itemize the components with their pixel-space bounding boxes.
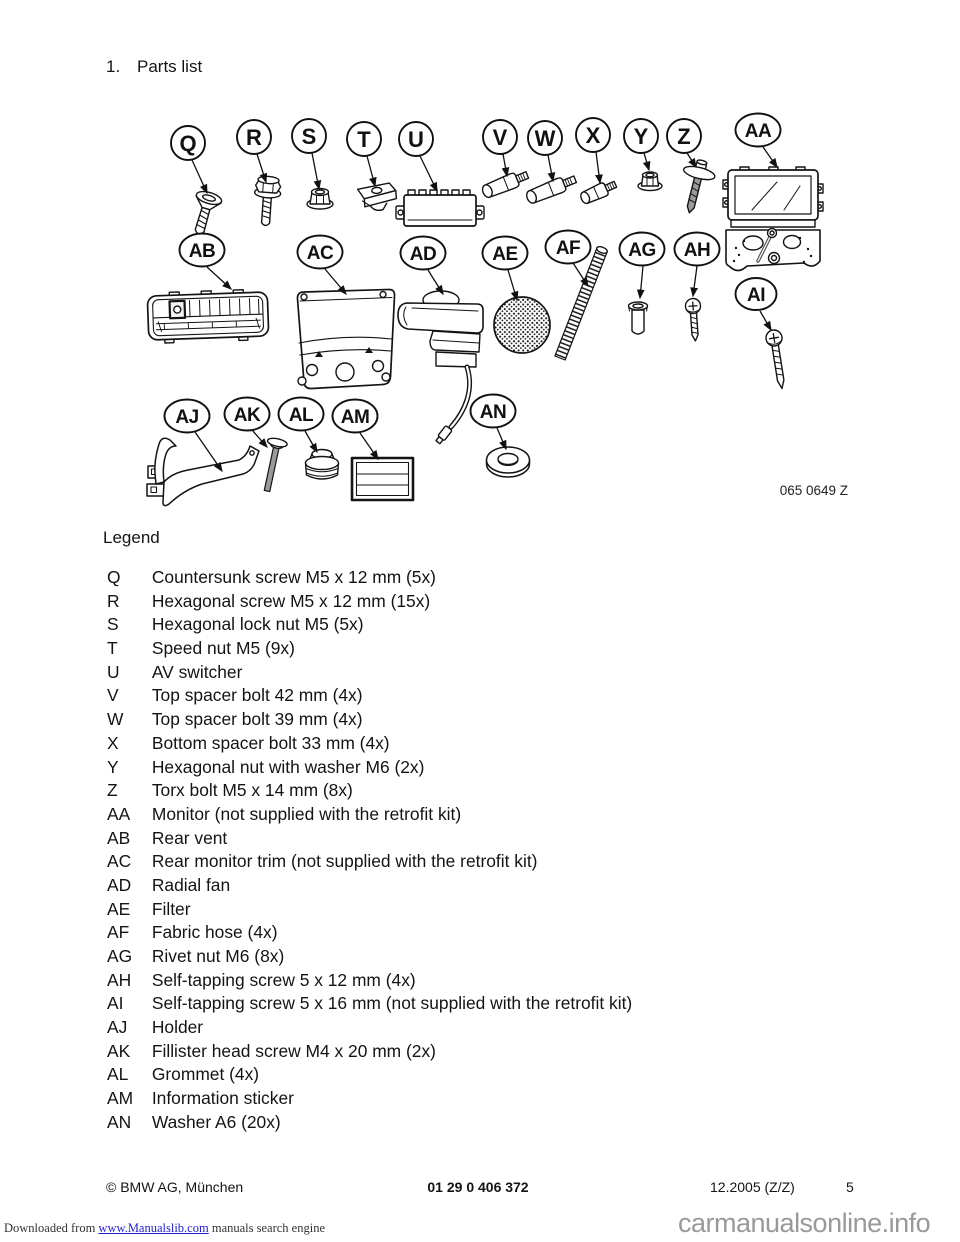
part-label-t [347,122,381,156]
legend-description: Information sticker [151,1088,294,1109]
part-label-aa [736,114,781,147]
part-illustration-am [352,458,413,500]
document-part-number: 01 29 0 406 372 [427,1179,529,1195]
legend-description: Top spacer bolt 39 mm (4x) [151,709,363,730]
part-illustration-y [638,172,662,191]
legend-row [107,1040,747,1064]
legend-key: AB [107,827,131,848]
svg-text:AJ: AJ [175,406,199,428]
part-illustration-w [525,172,578,205]
legend-row [107,708,747,732]
legend-description: Filter [151,898,191,919]
legend-key: AI [107,993,124,1014]
legend-description: Rear vent [151,827,228,848]
legend-row [107,756,747,780]
svg-text:X: X [585,122,601,148]
manualslib-link[interactable]: www.Manualslib.com [98,1221,209,1235]
part-label-r [237,120,271,154]
svg-text:AF: AF [555,237,581,259]
part-label-v [483,120,517,154]
legend-row [107,732,747,756]
legend-row [107,1016,747,1040]
legend-row [107,566,747,590]
legend-row [107,1087,747,1111]
svg-text:AL: AL [288,404,314,426]
legend-key: AG [107,946,133,966]
legend-description: Rivet nut M6 (8x) [151,946,285,966]
part-illustration-x [579,178,618,206]
legend-row [107,874,747,898]
legend-key: AJ [107,1017,128,1038]
legend-description: Fillister head screw M4 x 20 mm (2x) [151,1040,436,1061]
part-label-am [333,400,378,433]
downloaded-note [4,1221,325,1236]
part-label-ai [736,278,777,310]
legend-row [107,1063,747,1087]
part-illustration-ab [147,289,269,344]
part-label-w [528,121,562,155]
svg-text:T: T [357,126,371,152]
legend-description: Washer A6 (20x) [151,1111,281,1132]
legend-description: Torx bolt M5 x 14 mm (8x) [151,780,353,801]
site-watermark: carmanualsonline.info [678,1208,931,1238]
part-illustration-ac [297,289,394,388]
legend-description: Radial fan [151,874,231,895]
legend-key: AM [107,1088,134,1109]
svg-text:Q: Q [179,130,197,156]
svg-text:AN: AN [479,401,507,423]
page-footer [0,1179,960,1199]
section-title: Parts list [137,57,203,76]
part-label-z [667,119,701,153]
downloaded-suffix: manuals search engine [211,1221,325,1235]
svg-text:AM: AM [340,406,370,428]
legend-description: Speed nut M5 (9x) [151,638,295,659]
svg-text:R: R [246,124,262,150]
part-label-x [576,118,610,152]
legend-key: U [107,661,120,682]
part-illustration-aj [147,438,259,505]
part-illustration-an [487,447,530,477]
part-illustration-ak [257,437,288,493]
legend-row [107,898,747,922]
legend-row [107,969,747,993]
legend-key: T [107,638,118,659]
legend-key: Z [107,780,118,801]
part-illustration-t [357,183,397,212]
legend-description: Hexagonal nut with washer M6 (2x) [151,756,425,777]
legend-description: Grommet (4x) [151,1064,260,1085]
svg-text:AK: AK [233,404,261,426]
part-label-ae [483,237,528,270]
figure-code: 065 0649 Z [779,483,848,498]
svg-text:AB: AB [188,240,216,262]
svg-text:AD: AD [409,243,437,265]
legend-row [107,827,747,851]
legend-description: Rear monitor trim (not supplied with the retrofit kit) [151,851,538,872]
legend-description: AV switcher [151,661,243,682]
legend-key: S [107,614,119,635]
legend-row [107,661,747,685]
part-label-ag [620,233,665,266]
legend-row [107,637,747,661]
part-illustration-z [674,157,718,217]
part-illustration-ad [398,291,483,445]
legend-key: AF [107,922,130,943]
svg-text:AH: AH [683,239,711,261]
part-illustration-ai [765,329,790,390]
svg-text:AC: AC [306,242,334,264]
legend-key: AH [107,969,132,990]
part-illustration-aa [723,167,823,271]
legend-key: R [107,590,120,611]
part-label-aj [165,400,210,433]
legend-row [107,779,747,803]
legend-row [107,684,747,708]
legend-title: Legend [103,528,160,547]
legend-row [107,945,747,969]
svg-text:AE: AE [492,243,518,265]
svg-text:V: V [492,124,508,150]
svg-text:S: S [301,123,317,149]
legend-key: AK [107,1040,131,1061]
legend-description: Hexagonal screw M5 x 12 mm (15x) [151,590,431,611]
part-illustration-u [396,190,484,226]
legend-key: V [107,685,119,706]
page-number: 5 [846,1179,854,1195]
svg-text:AA: AA [744,120,772,142]
copyright-text: © BMW AG, München [106,1179,244,1195]
part-label-q [171,126,205,160]
svg-text:AI: AI [747,284,765,306]
legend-row [107,590,747,614]
legend-row [107,803,747,827]
part-label-ac [298,236,343,269]
legend-description: Hexagonal lock nut M5 (5x) [151,614,364,635]
legend-key: Q [107,567,121,587]
legend-description: Monitor (not supplied with the retrofit kit) [151,803,462,824]
legend-row [107,613,747,637]
legend-key: AA [107,803,131,824]
legend-row [107,992,747,1016]
legend-key: Y [107,756,119,777]
legend-row [107,850,747,874]
part-illustration-ag [629,302,648,334]
legend-key: AL [107,1064,129,1085]
legend-row [107,1111,747,1135]
part-label-ab [180,234,225,267]
document-date: 12.2005 (Z/Z) [710,1179,795,1195]
part-illustration-ae [494,297,550,353]
svg-text:U: U [408,126,424,152]
part-label-y [624,119,658,153]
parts-diagram [140,110,860,510]
legend-key: AE [107,898,131,919]
legend-row [107,921,747,945]
legend-key: W [107,709,124,730]
legend-description: Holder [151,1017,204,1038]
part-illustration-ah [685,298,703,341]
part-label-al [279,398,324,431]
part-label-s [292,119,326,153]
section-number: 1. [106,57,121,76]
part-label-af [546,231,591,264]
legend-description: Self-tapping screw 5 x 12 mm (4x) [151,969,416,990]
legend-key: X [107,732,119,753]
svg-text:AG: AG [628,239,656,261]
legend-description: Self-tapping screw 5 x 16 mm (not supplied with the retrofit kit) [151,993,633,1014]
part-illustration-s [307,189,333,210]
part-illustration-v [480,168,530,200]
legend-description: Countersunk screw M5 x 12 mm (5x) [151,567,436,587]
legend-description: Bottom spacer bolt 33 mm (4x) [151,732,390,753]
part-illustration-q [186,189,223,238]
legend-key: AN [107,1111,132,1132]
legend-key: AC [107,851,132,872]
legend-key: AD [107,874,132,895]
part-illustration-al [306,450,339,480]
part-illustration-r [252,176,281,227]
part-label-ah [675,233,720,266]
part-label-an [471,395,516,428]
svg-text:Y: Y [633,123,649,149]
legend-description: Fabric hose (4x) [151,922,278,943]
legend-list [107,566,747,1135]
svg-text:Z: Z [677,123,691,149]
part-label-u [399,122,433,156]
downloaded-prefix: Downloaded from [4,1221,96,1235]
part-label-ad [401,237,446,270]
legend-description: Top spacer bolt 42 mm (4x) [151,685,363,706]
svg-text:W: W [534,125,556,151]
part-label-ak [225,398,270,431]
